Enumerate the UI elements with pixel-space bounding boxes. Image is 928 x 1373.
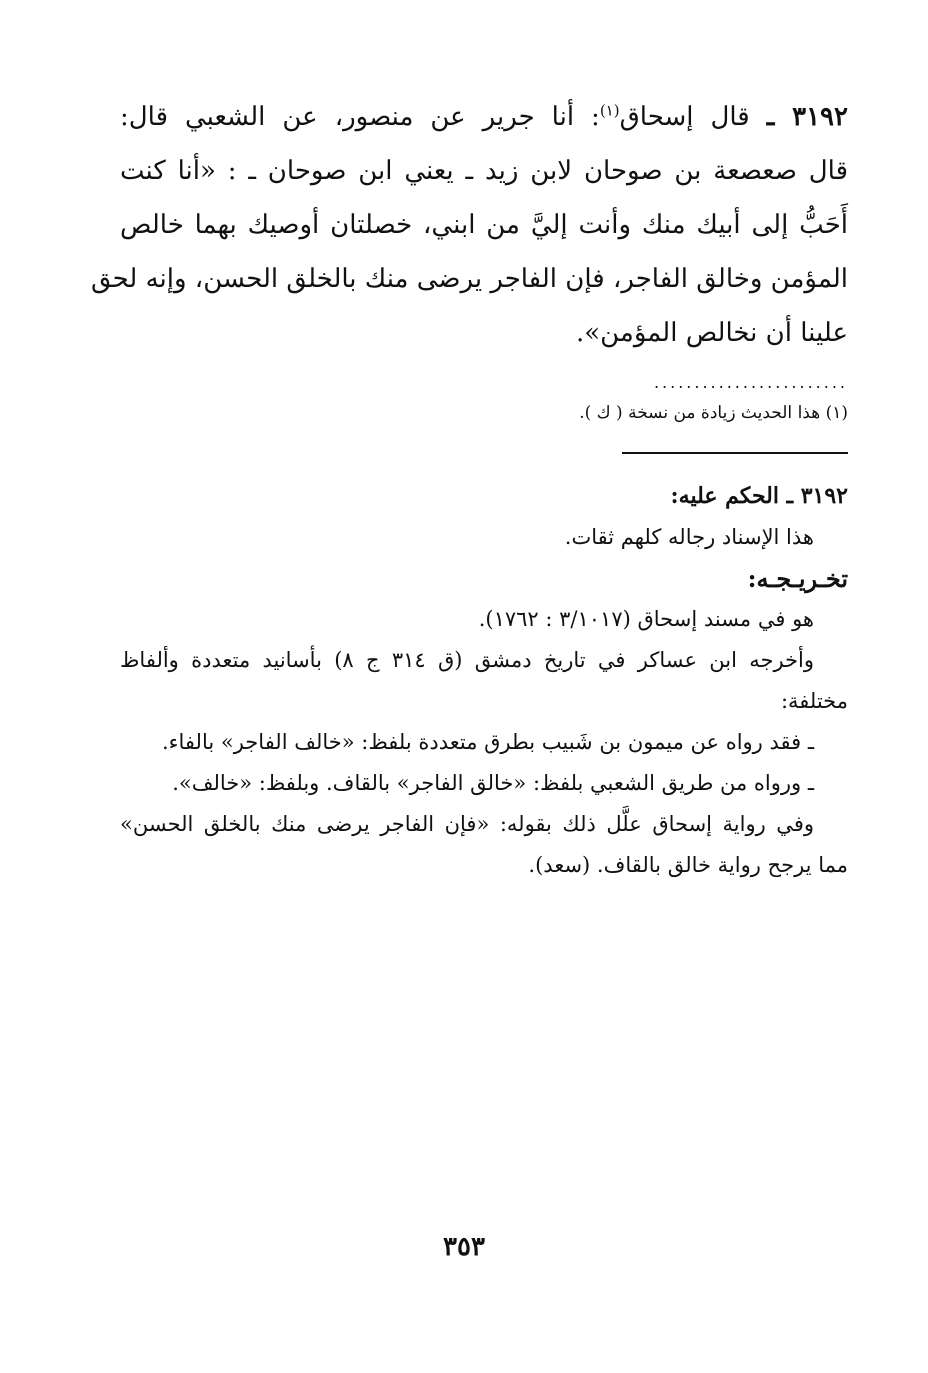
takhrij-line-3: مختلفة:	[780, 689, 848, 713]
hadith-line-2: قال صعصعة بن صوحان لابن زيد ـ يعني ابن صوحان ـ : «أنا كنت	[120, 156, 848, 186]
page-body	[90, 90, 848, 886]
takhrij-heading: تخـريـجـه:	[747, 564, 848, 593]
hadith-text	[90, 90, 848, 360]
takhrij-line-1: هو في مسند إسحاق (٣/١٠١٧ : ١٧٦٢).	[478, 607, 814, 631]
commentary	[120, 476, 848, 886]
footnote-reference: (١)	[599, 101, 620, 120]
takhrij-bullet-1: ـ فقد رواه عن ميمون بن شَبيب بطرق متعددة بلفظ: «خالف الفاجر» بالفاء.	[161, 730, 814, 754]
hadith-line-5: علينا أن نخالص المؤمن».	[575, 318, 848, 348]
hadith-line-1-start: قال إسحاق	[619, 102, 750, 132]
page-number: ٣٥٣	[443, 1232, 485, 1262]
takhrij-bullet-2: ـ ورواه من طريق الشعبي بلفظ: «خالق الفاجر» بالقاف. وبلفظ: «خالف».	[172, 771, 814, 795]
footnote-separator: ........................	[653, 374, 848, 392]
hadith-line-3: أَحَبُّ إلى أبيك منك وأنت إليَّ من ابني، خصلتان أوصيك بهما خالص	[120, 210, 848, 240]
section-divider	[622, 452, 848, 454]
takhrij-line-4: وفي رواية إسحاق علَّل ذلك بقوله: «فإن الفاجر يرضى منك بالخلق الحسن»	[120, 812, 814, 836]
ruling-heading: ٣١٩٢ ـ الحكم عليه:	[670, 483, 848, 509]
hadith-number: ٣١٩٢ ـ	[766, 102, 848, 132]
hadith-line-1-end: : أنا جرير عن منصور، عن الشعبي قال:	[120, 102, 600, 132]
hadith-line-1	[120, 90, 848, 144]
hadith-line-4: المؤمن وخالق الفاجر، فإن الفاجر يرضى منك بالخلق الحسن، وإنه لحق	[90, 264, 848, 294]
takhrij-line-5: مما يرجح رواية خالق بالقاف. (سعد).	[528, 853, 848, 877]
footnote-text: (١) هذا الحديث زيادة من نسخة ( ك ).	[579, 403, 848, 423]
takhrij-line-2: وأخرجه ابن عساكر في تاريخ دمشق (ق ٣١٤ ج ٨) بأسانيد متعددة وألفاظ	[120, 648, 814, 672]
ruling-text: هذا الإسناد رجاله كلهم ثقات.	[564, 525, 814, 549]
